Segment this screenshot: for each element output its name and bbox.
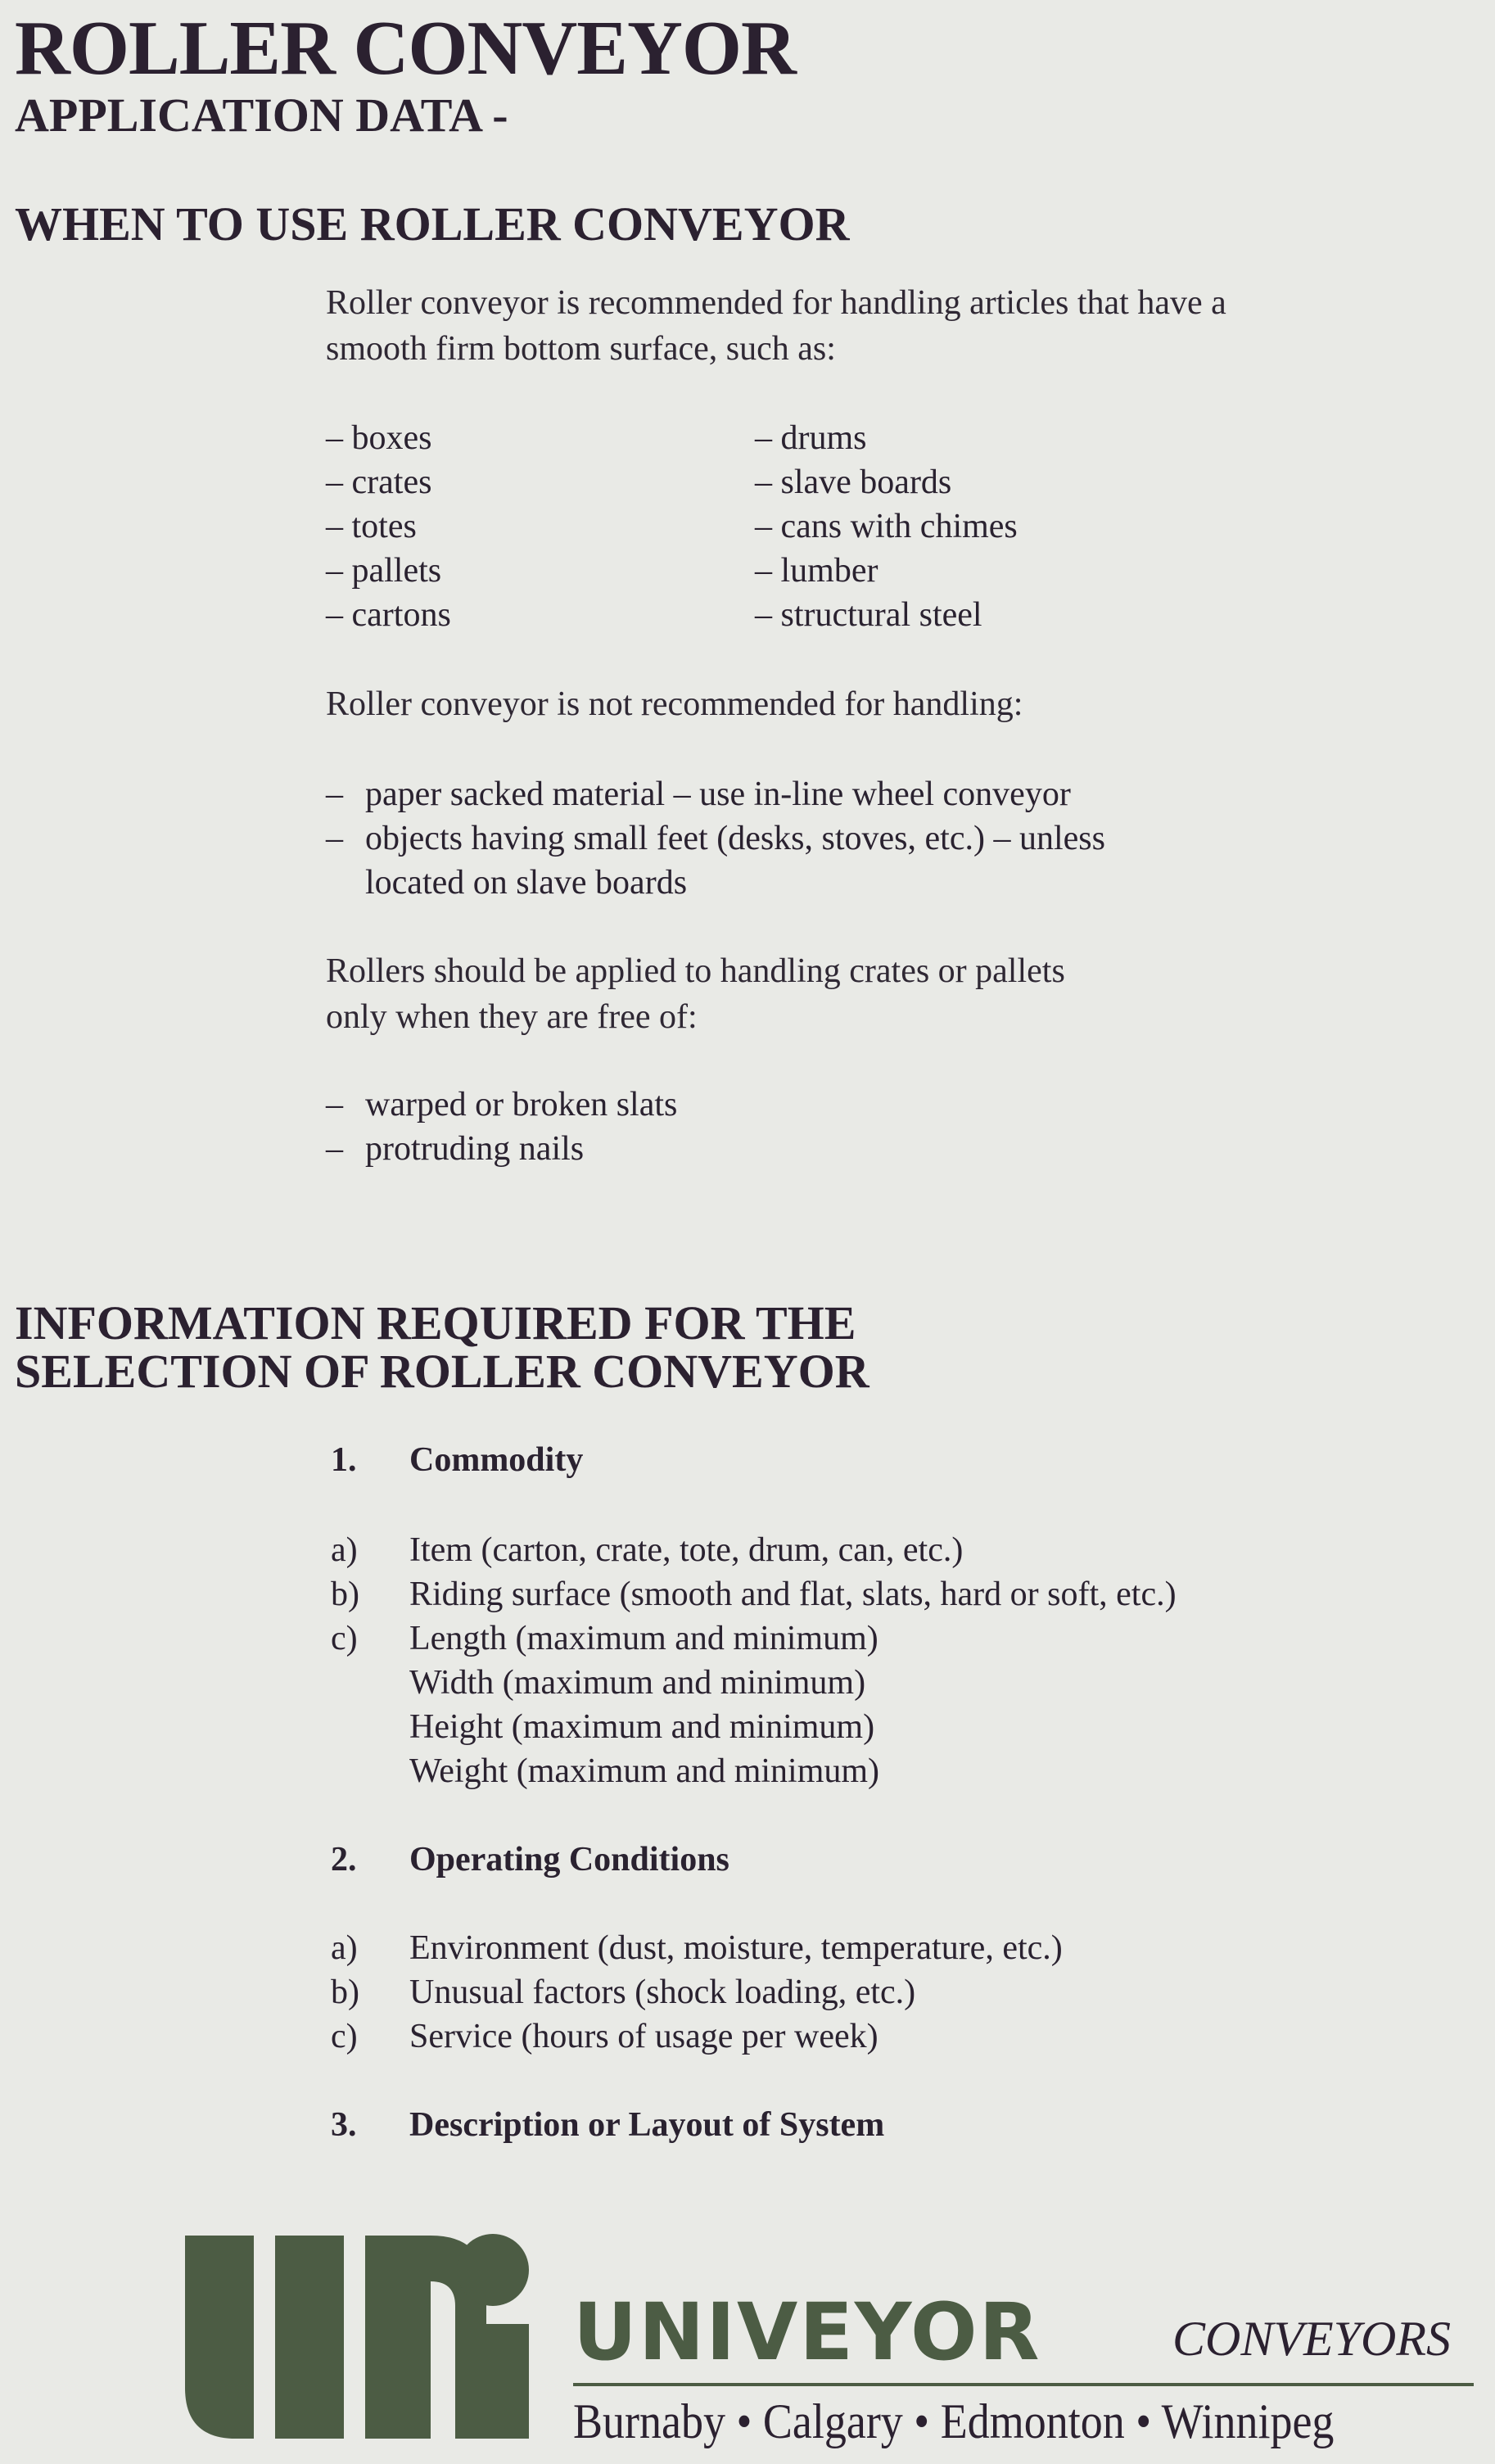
brand-suffix: CONVEYORS	[1172, 2312, 1452, 2366]
list-item: c) Service (hours of usage per week)	[331, 2018, 878, 2055]
operating-conditions-list	[331, 1926, 1063, 2059]
recommended-list-left	[326, 416, 451, 637]
brand-divider	[573, 2383, 1474, 2386]
list-item: – boxes	[326, 419, 432, 457]
intro-line-1: Roller conveyor is recommended for handling articles that have a	[326, 284, 1226, 322]
list-item: Height (maximum and minimum)	[409, 1708, 875, 1746]
free-of-paragraph	[326, 948, 1065, 1040]
intro-line-2: smooth firm bottom surface, such as:	[326, 330, 836, 368]
list-item: b) Riding surface (smooth and flat, slats, hard or soft, etc.)	[331, 1576, 1177, 1613]
list-item: – drums	[755, 419, 867, 457]
information-heading	[15, 1296, 869, 1399]
list-item: – cartons	[326, 596, 451, 634]
information-heading-line-1: INFORMATION REQUIRED FOR THE	[15, 1296, 856, 1350]
free-of-list	[326, 1083, 677, 1171]
list-item: – totes	[326, 508, 417, 545]
free-of-line-2: only when they are free of:	[326, 998, 698, 1036]
section-description-heading: 3. Description or Layout of System	[331, 2106, 885, 2144]
when-to-use-heading: WHEN TO USE ROLLER CONVEYOR	[15, 197, 850, 251]
page-subtitle: APPLICATION DATA -	[15, 88, 508, 142]
list-item: – cans with chimes	[755, 508, 1018, 545]
page-title: ROLLER CONVEYOR	[15, 6, 796, 91]
free-of-line-1: Rollers should be applied to handling crates or pallets	[326, 952, 1065, 990]
list-item: – slave boards	[755, 463, 952, 501]
section-operating-conditions-heading: 2. Operating Conditions	[331, 1841, 729, 1879]
list-item: – structural steel	[755, 596, 982, 634]
section-commodity-heading: 1. Commodity	[331, 1441, 584, 1479]
list-item: a) Environment (dust, moisture, temperature, etc.)	[331, 1929, 1063, 1967]
list-item: – warped or broken slats	[326, 1086, 678, 1123]
recommended-list-right	[755, 416, 1018, 637]
univeyor-logo-mark-icon	[185, 2232, 529, 2442]
list-item: – paper sacked material – use in-line wheel conveyor	[326, 775, 1071, 813]
list-item: – pallets	[326, 552, 442, 590]
list-item: c) Length (maximum and minimum)	[331, 1620, 878, 1657]
list-item: – objects having small feet (desks, stoves, etc.) – unless located on slave boards	[326, 820, 1105, 902]
information-heading-line-2: SELECTION OF ROLLER CONVEYOR	[15, 1345, 869, 1399]
not-recommended-intro: Roller conveyor is not recommended for handling:	[326, 685, 1023, 723]
list-item: b) Unusual factors (shock loading, etc.)	[331, 1973, 916, 2011]
office-cities: Burnaby • Calgary • Edmonton • Winnipeg	[573, 2394, 1335, 2448]
brand-name: UNIVEYOR	[573, 2286, 1041, 2378]
list-item: a) Item (carton, crate, tote, drum, can, etc.)	[331, 1531, 964, 1569]
intro-paragraph	[326, 280, 1226, 372]
list-item: Weight (maximum and minimum)	[409, 1752, 880, 1790]
not-recommended-list	[326, 772, 1105, 905]
list-item: – crates	[326, 463, 432, 501]
list-item: Width (maximum and minimum)	[409, 1664, 866, 1702]
list-item: – protruding nails	[326, 1130, 585, 1168]
commodity-list	[331, 1528, 1177, 1793]
list-item: – lumber	[755, 552, 878, 590]
